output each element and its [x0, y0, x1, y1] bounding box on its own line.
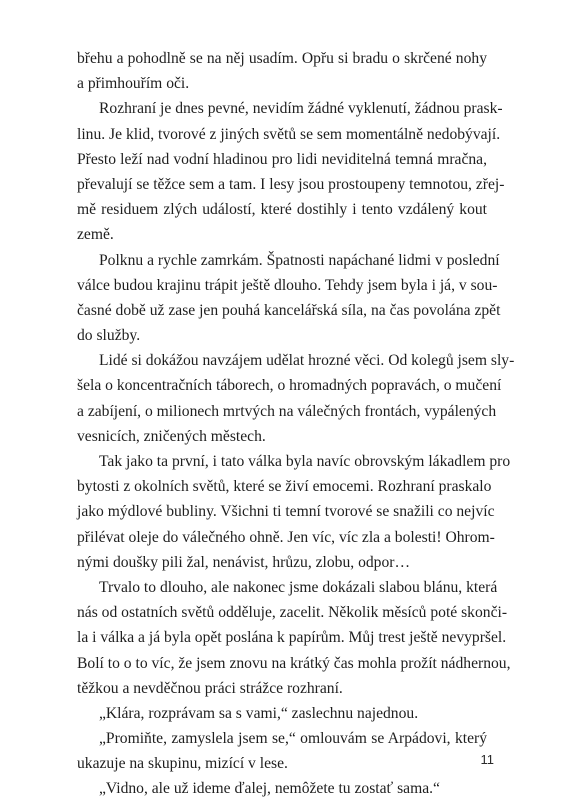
text-line: Tak jako ta první, i tato válka byla navíc obrovským lákadlem pro [99, 453, 511, 470]
text-line: Polknu a rychle zamrkám. Špatnosti napáchané lidmi v poslední [99, 251, 500, 269]
text-line: „Promiňte, zamyslela jsem se,“ omlouvám se Arpádovi, který [99, 730, 487, 748]
text-line: nás od ostatních světů odděluje, zacelit. Několik měsíců poté skonči- [77, 604, 508, 622]
text-line: převalují se těžce sem a tam. I lesy jsou prostoupeny temnotou, zřej- [77, 175, 505, 193]
text-line: ukazuje na skupinu, mizící v lese. [77, 755, 288, 773]
text-line: Přesto leží nad vodní hladinou pro lidi neviditelná temná mračna, [77, 150, 487, 168]
text-line: země. [77, 226, 114, 244]
text-line: do služby. [77, 327, 141, 345]
text-line: Rozhraní je dnes pevné, nevidím žádné vyklenutí, žádnou prask- [99, 100, 503, 118]
text-line: la i válka a já byla opět poslána k papírům. Můj trest ještě nevypršel. [77, 629, 507, 647]
text-line: Trvalo to dlouho, ale nakonec jsme dokázali slabou blánu, která [99, 578, 498, 596]
text-line: mě residuem zlých událostí, které dostihly i tento vzdálený kout [77, 201, 487, 219]
text-line: „Klára, rozprávam sa s vami,“ zaslechnu najednou. [99, 704, 419, 722]
text-line: šela o koncentračních táborech, o hromadných popravách, o mučení [77, 377, 502, 395]
text-line: jako mýdlové bubliny. Všichni ti temní tvorové se snažili co nejvíc [77, 503, 495, 521]
text-line: vesnicích, zničených městech. [77, 427, 266, 445]
text-line: nými doušky pili žal, nenávist, hrůzu, zlobu, odpor… [77, 553, 411, 571]
page-number: 11 [480, 752, 494, 767]
text-line: linu. Je klid, tvorové z jiných světů se sem momentálně nedobývají. [77, 125, 501, 143]
text-line: a přimhouřím oči. [77, 75, 190, 93]
text-line: Bolí to o to víc, že jsem znovu na krátký čas mohla prožít nádhernou, [77, 654, 511, 672]
text-line: „Vidno, ale už ideme ďalej, nemôžete tu zostať sama.“ [99, 780, 440, 798]
text-line: přilévat oleje do válečného ohně. Jen víc, víc zla a bolesti! Ohrom- [77, 528, 495, 546]
body-text [77, 46, 515, 802]
text-line: a zabíjení, o milionech mrtvých na válečných frontách, vypálených [77, 402, 497, 420]
text-line: válce budou krajinu trápit ještě dlouho. Tehdy jsem byla i já, v sou- [77, 276, 498, 294]
text-line: časné době už zase jen pouhá kancelářská síla, na čas povolána zpět [77, 301, 501, 319]
text-line: břehu a pohodlně se na něj usadím. Opřu si bradu o skrčené nohy [77, 50, 487, 67]
text-line: bytosti z okolních světů, které se živí emocemi. Rozhraní praskalo [77, 478, 492, 496]
text-line: těžkou a nevděčnou práci strážce rozhraní. [77, 679, 343, 697]
text-line: Lidé si dokážou navzájem udělat hrozné věci. Od kolegů jsem sly- [99, 352, 515, 370]
